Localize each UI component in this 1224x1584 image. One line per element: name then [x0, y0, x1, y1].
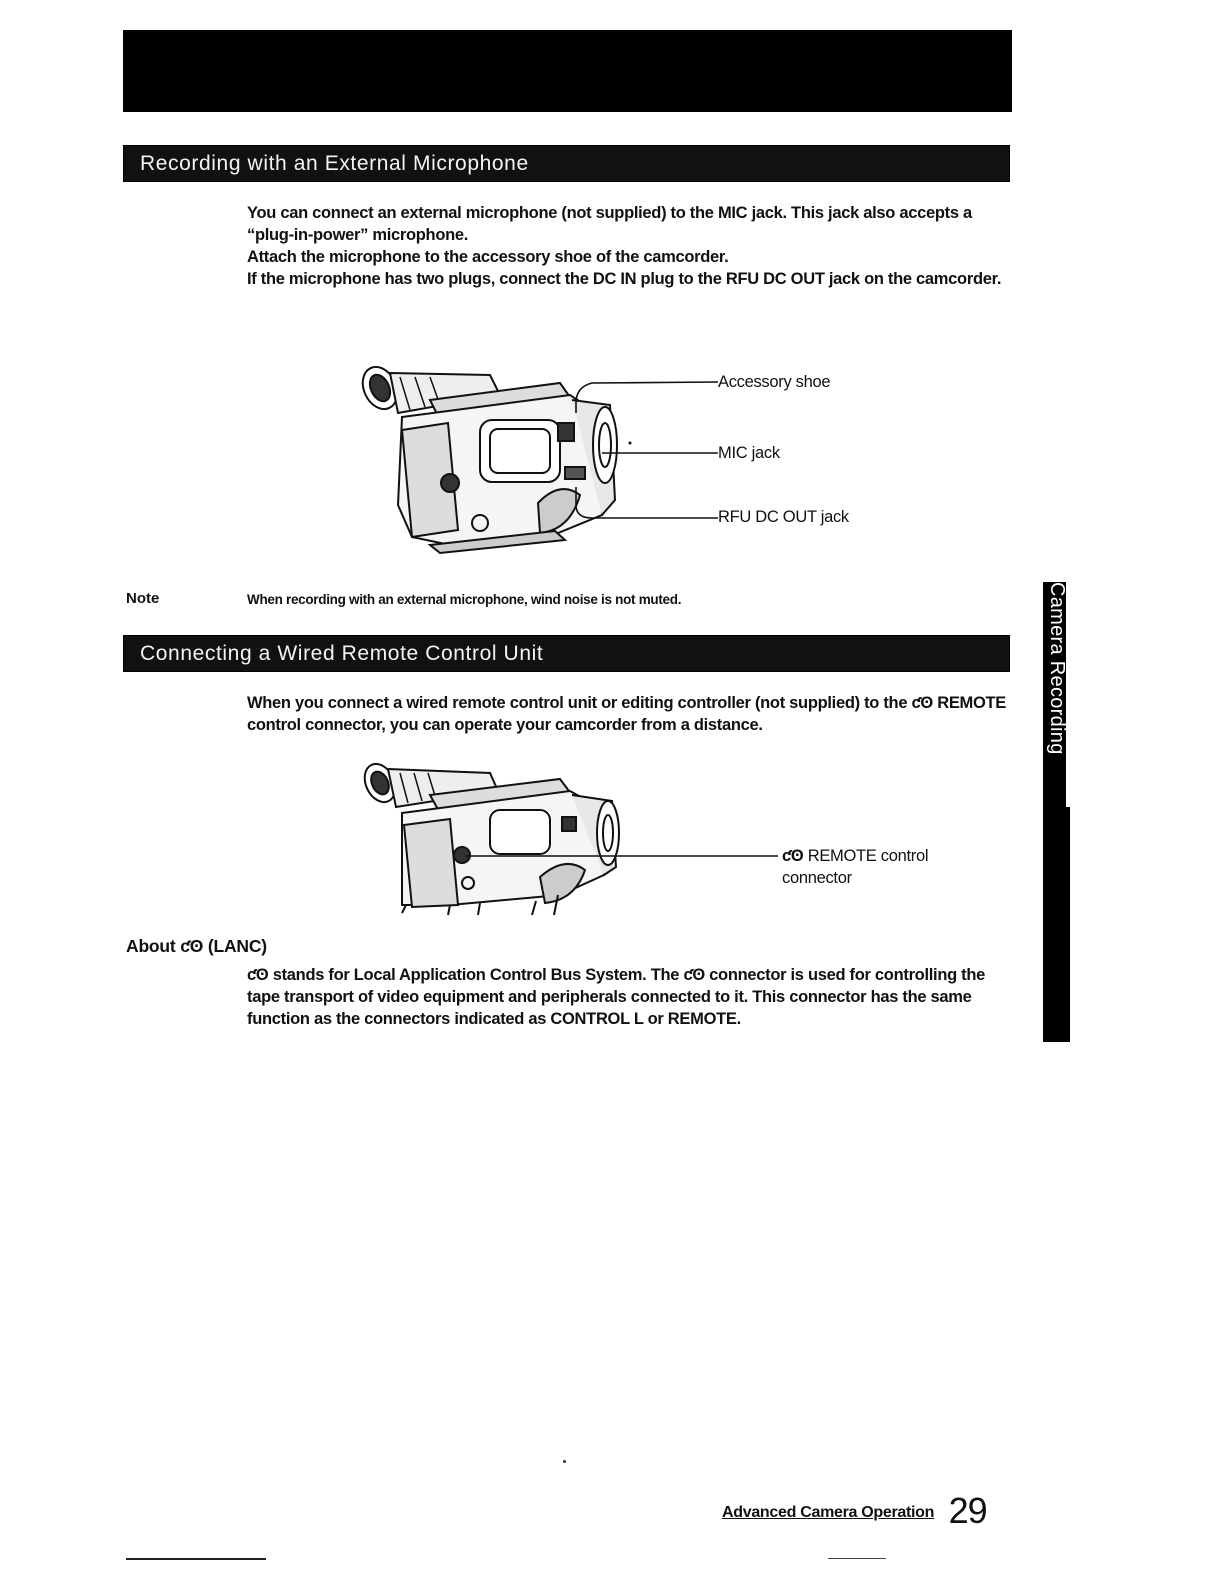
lanc-paragraph: [247, 964, 987, 1030]
instruction-paragraph: Attach the microphone to the accessory shoe of the camcorder.: [247, 248, 729, 266]
callout-remote-text: connector: [782, 869, 852, 887]
remote-paragraph-text: When you connect a wired remote control unit or editing controller (not supplied) to the: [247, 694, 908, 712]
lanc-symbol-icon: ƈʘ: [683, 966, 705, 984]
lanc-paragraph-text: connector is used for controlling the tape transport of video equipment and peripherals connected to it. This connector has the same function as the connectors indicated as CONTROL L or REMOTE.: [247, 966, 986, 1028]
lanc-heading-text: About: [126, 936, 176, 956]
instruction-paragraph: You can connect an external microphone (not supplied) to the MIC jack. This jack also accepts a “plug-in-power” microphone.: [247, 204, 972, 244]
lanc-paragraph-text: stands for Local Application Control Bus System. The: [272, 966, 680, 984]
lanc-symbol-icon: ƈʘ: [247, 966, 269, 984]
lanc-symbol-icon: ƈʘ: [782, 847, 804, 865]
callout-rfu-dc-out-jack: RFU DC OUT jack: [718, 508, 849, 526]
scan-speck: [563, 1460, 566, 1463]
remote-paragraph: [247, 692, 1012, 736]
callout-accessory-shoe: Accessory shoe: [718, 373, 831, 391]
remote-paragraph-text: REMOTE control connector, you can operate your camcorder from a distance.: [247, 694, 1007, 734]
lanc-symbol-icon: ƈʘ: [911, 694, 933, 712]
note-text: When recording with an external microphone, wind noise is not muted.: [247, 592, 682, 607]
callout-remote-control-connector: [782, 845, 928, 889]
footer-rule: [828, 1558, 886, 1559]
lanc-symbol-icon: ƈʘ: [180, 936, 204, 956]
callout-remote-text: REMOTE control: [807, 847, 929, 865]
page-number: 29: [948, 1490, 987, 1531]
callout-mic-jack: MIC jack: [718, 444, 780, 462]
section-title-external-microphone: Recording with an External Microphone: [123, 145, 1010, 182]
external-mic-instructions: [247, 202, 1012, 290]
side-tab-label: Camera Recording: [1046, 582, 1068, 755]
page-footer: [722, 1490, 987, 1532]
footer-section-title: Advanced Camera Operation: [722, 1504, 935, 1521]
footer-rule: [126, 1558, 266, 1560]
camcorder-illustration-microphone: [340, 355, 980, 575]
lanc-description: [247, 964, 987, 1030]
instruction-paragraph: If the microphone has two plugs, connect the DC IN plug to the RFU DC OUT jack on the camcorder.: [247, 270, 1002, 288]
header-black-band: [123, 30, 1012, 112]
note-label: Note: [126, 590, 160, 607]
lanc-heading: [126, 936, 267, 957]
section-title-wired-remote: Connecting a Wired Remote Control Unit: [123, 635, 1010, 672]
wired-remote-instructions: [247, 692, 1012, 736]
lanc-heading-text: (LANC): [207, 936, 267, 956]
